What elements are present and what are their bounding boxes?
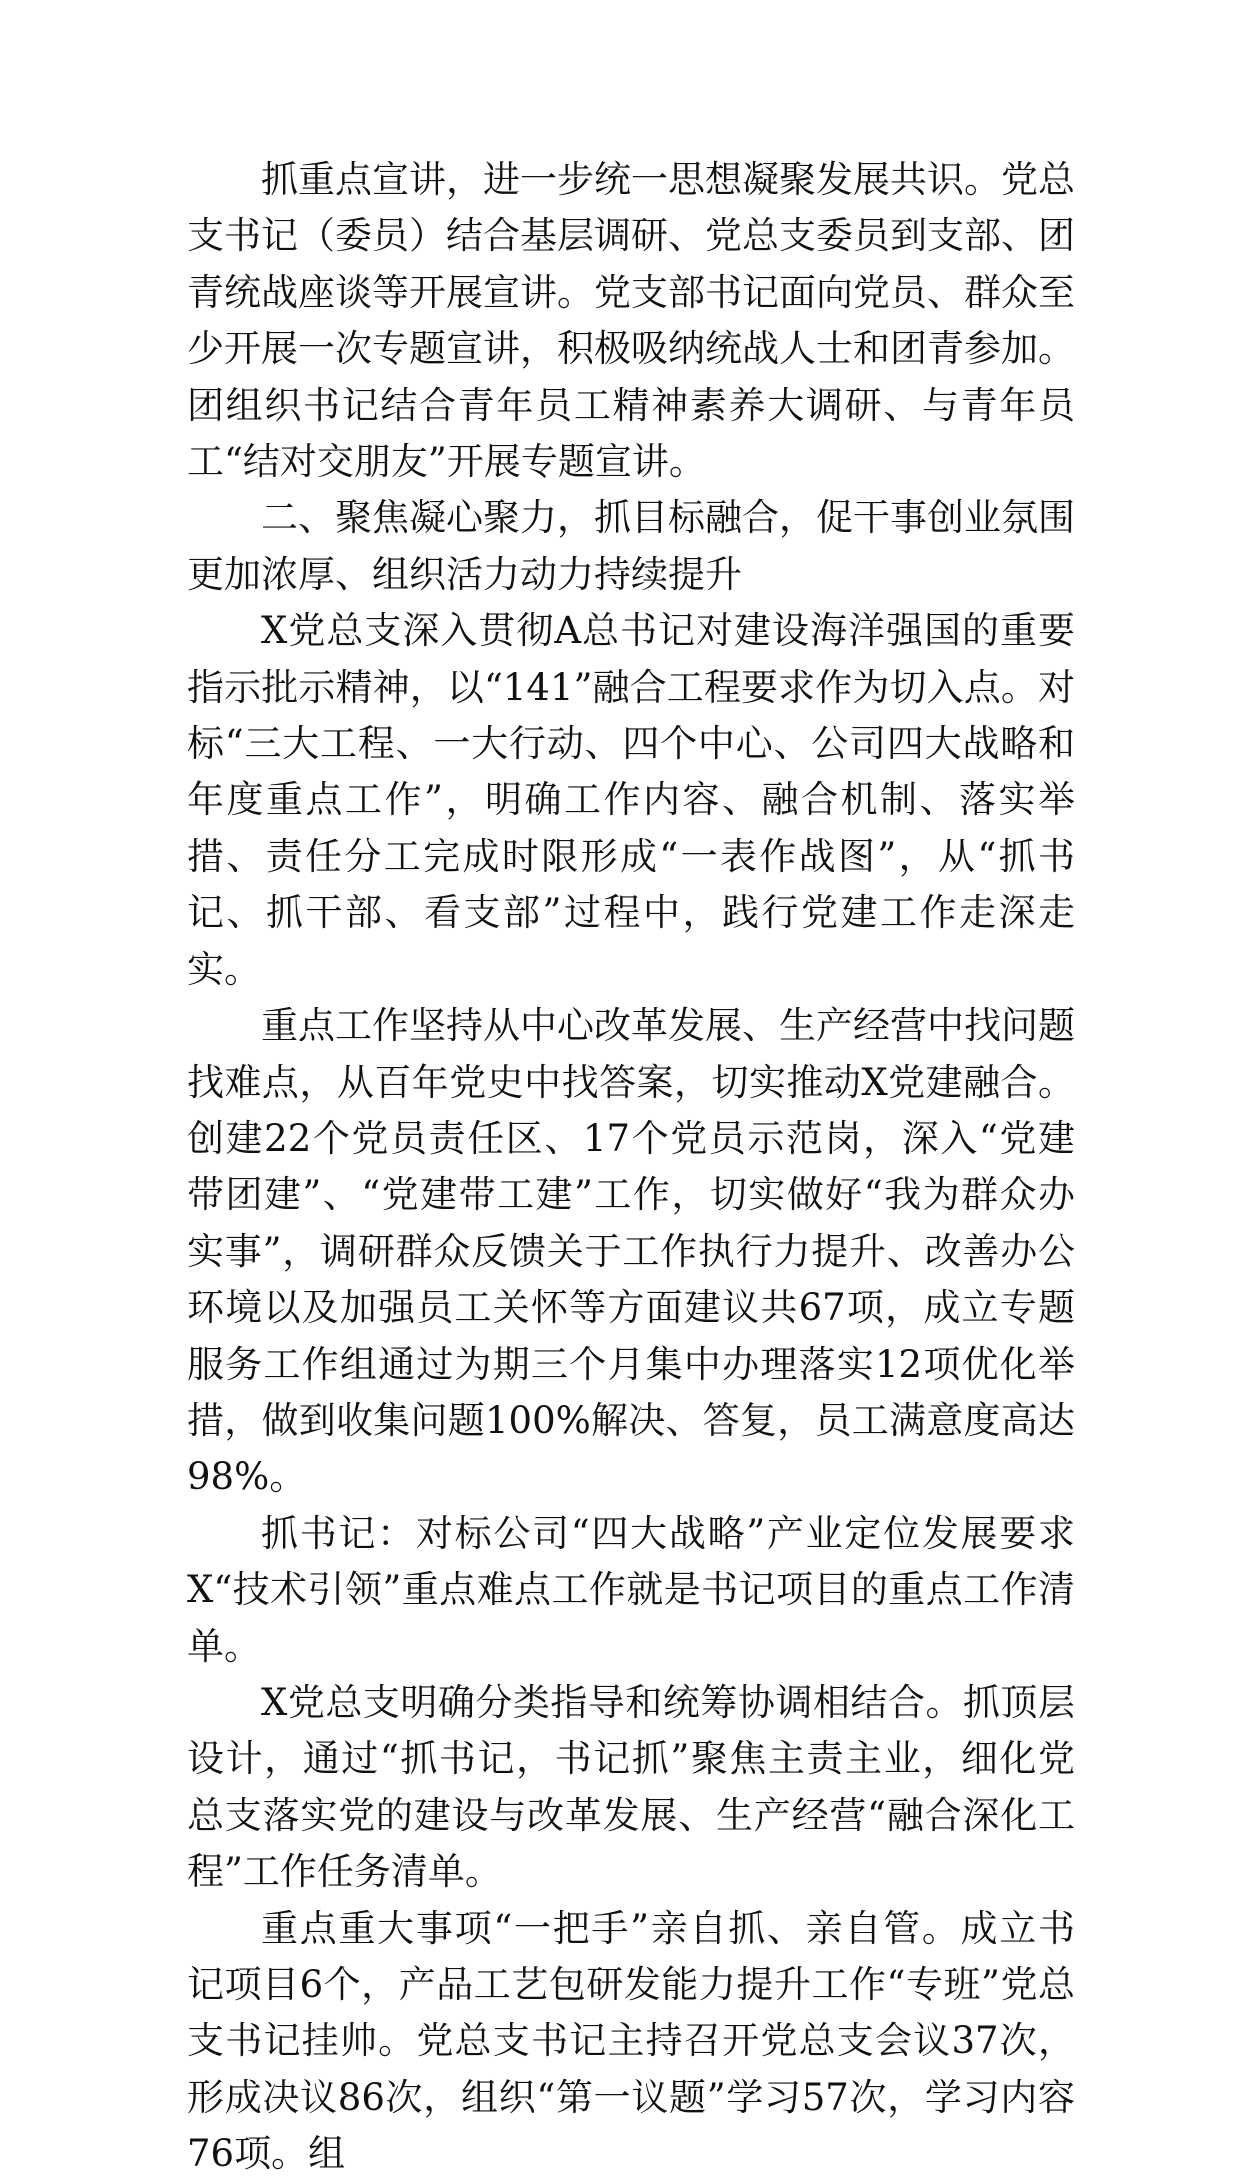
paragraph-key-presentations: 抓重点宣讲，进一步统一思想凝聚发展共识。党总支书记（委员）结合基层调研、党总支委员到支部、团青统战座谈等开展宣讲。党支部书记面向党员、群众至少开展一次专题宣讲，积极吸纳统战人士和团青参加。团组织书记结合青年员工精神素养大调研、与青年员工“结对交朋友”开展专题宣讲。 [187, 158, 1075, 484]
section-heading-two: 二、聚焦凝心聚力，抓目标融合，促干事创业氛围更加浓厚、组织活力动力持续提升 [187, 496, 1075, 596]
paragraph-secretary-focus: 抓书记：对标公司“四大战略”产业定位发展要求X“技术引领”重点难点工作就是书记项目的重点工作清单。 [187, 1511, 1075, 1668]
paragraph-key-work: 重点工作坚持从中心改革发展、生产经营中找问题找难点，从百年党史中找答案，切实推动X党建融合。创建22个党员责任区、17个党员示范岗，深入“党建带团建”、“党建带工建”工作，切实做好“我为群众办实事”，调研群众反馈关于工作执行力提升、改善办公环境以及加强员工关怀等方面建议共67项，成立专题服务工作组通过为期三个月集中办理落实12项优化举措，做到收集问题100%解决、答复，员工满意度高达98%。 [187, 1004, 1075, 1499]
document-body [187, 152, 1075, 2183]
paragraph-classified-guidance: X党总支明确分类指导和统筹协调相结合。抓顶层设计，通过“抓书记，书记抓”聚焦主责主业，细化党总支落实党的建设与改革发展、生产经营“融合深化工程”工作任务清单。 [187, 1680, 1075, 1894]
paragraph-major-matters: 重点重大事项“一把手”亲自抓、亲自管。成立书记项目6个，产品工艺包研发能力提升工作“专班”党总支书记挂帅。党总支书记主持召开党总支会议37次，形成决议86次，组织“第一议题”学习57次，学习内容76项。组 [187, 1906, 1075, 2176]
paragraph-141-integration: X党总支深入贯彻A总书记对建设海洋强国的重要指示批示精神，以“141”融合工程要求作为切入点。对标“三大工程、一大行动、四个中心、公司四大战略和年度重点工作”，明确工作内容、融合机制、落实举措、责任分工完成时限形成“一表作战图”，从“抓书记、抓干部、看支部”过程中，践行党建工作走深走实。 [187, 609, 1075, 991]
